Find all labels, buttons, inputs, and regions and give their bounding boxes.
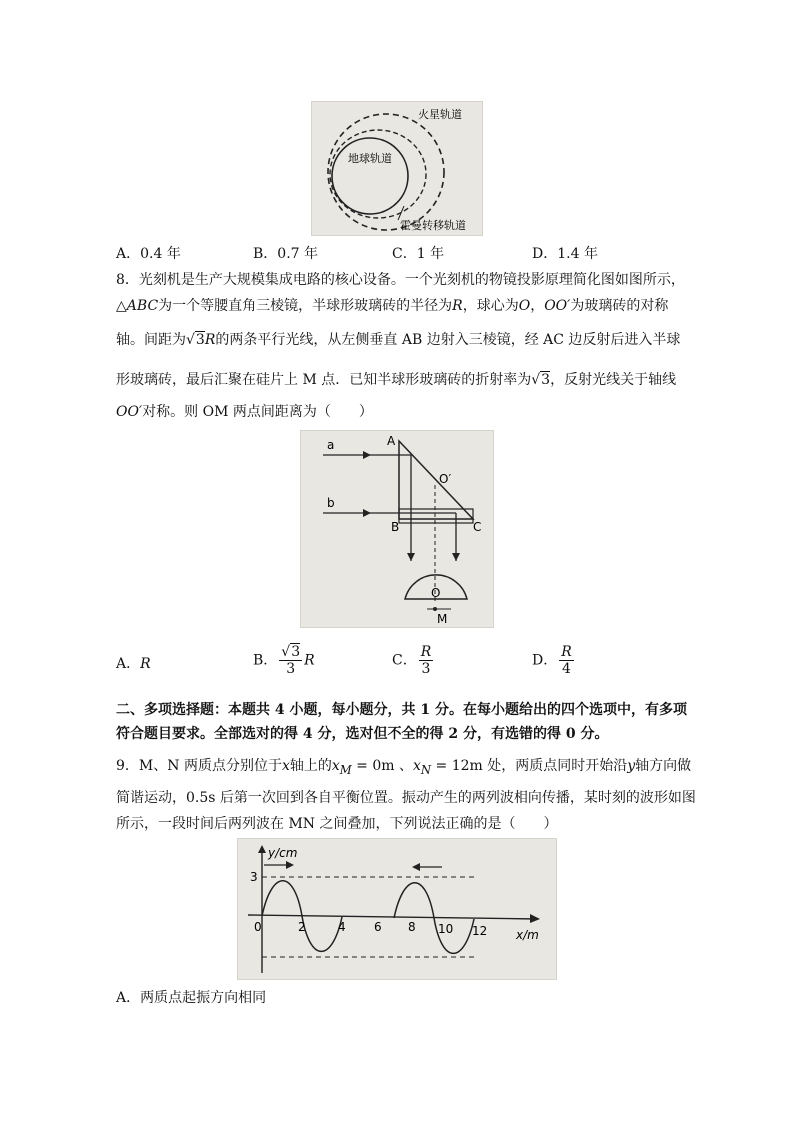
q9-line-1: 9．M、N 两质点分别位于x轴上的$x_M = 0m$ 、$x_N = 12m$ 处，两质点同时开始沿y轴方向做 [116,758,692,777]
q8-line-3: 轴。间距为√3R的两条平行光线，从左侧垂直 AB 边射入三棱镜，经 AC 边反射后进入半球 [116,332,681,348]
wave-figure [237,838,557,980]
q8-option-d[interactable]: D． $\frac{R}{4}$ [532,644,572,677]
q8-line-5: OO′对称。则 OM 两点间距离为（ ） [116,404,373,420]
y-axis-label: y/cm [268,846,298,860]
label-M: M [437,612,448,626]
label-A: A [387,434,396,448]
fraction: $\frac{R}{3}$ [420,644,432,677]
wave-graph [238,839,556,979]
x-tick: 12 [472,924,488,938]
ray-b-arrow [363,509,371,517]
label-b: b [327,496,335,510]
x-tick: 8 [408,920,416,934]
y-tick: 3 [250,870,258,884]
q8-line-2: △ABC为一个等腰直角三棱镜，半球形玻璃砖的半径为R，球心为O，OO′为玻璃砖的对称 [116,298,669,314]
orbit-diagram [312,102,482,235]
fraction: $\frac{√3}{3}$ [281,644,301,677]
label-B: B [391,520,400,534]
section2-line-2: 符合题目要求。全部选对的得 4 分，选对但不全的得 2 分，有选错的得 0 分。 [116,726,609,742]
q8-option-c[interactable]: C． $\frac{R}{3}$ [392,644,432,677]
hohmann-orbit-label: 霍曼转移轨道 [400,219,466,232]
x-tick: 2 [298,920,306,934]
earth-orbit-label: 地球轨道 [348,152,392,165]
q8-line-4: 形玻璃砖，最后汇聚在硅片上 M 点．已知半球形玻璃砖的折射率为√3，反射光线关于轴线 [116,372,677,388]
earth-orbit [332,138,408,214]
section2-line-1: 二、多项选择题：本题共 4 小题，每小题分，共 1 分。在每小题给出的四个选项中，有多项 [116,702,687,718]
q9-line-3: 所示，一段时间后两列波在 MN 之间叠加，下列说法正确的是（ ） [116,816,558,832]
q8-option-a[interactable]: A．R [116,656,151,672]
label-O-prime: O′ [439,472,452,486]
q7-option-c[interactable]: C．1 年 [392,246,445,262]
ray-a-arrow [363,451,371,459]
prism-base [399,509,473,523]
q7-option-d[interactable]: D．1.4 年 [532,246,598,262]
prism-triangle [399,441,473,519]
x-axis-label: x/m [516,928,539,942]
prism-figure [300,430,494,628]
sqrt-symbol: √3 [186,332,205,348]
mars-orbit [328,114,444,230]
label-a: a [327,438,335,452]
orbit-figure [311,101,483,236]
q8-line-1: 8．光刻机是生产大规模集成电路的核心设备。一个光刻机的物镜投影原理简化图如图所示， [116,272,685,288]
q8-option-b[interactable]: B． $\frac{√3}{3}$ R [253,644,315,677]
label-O: O [431,586,441,600]
q9-line-2: 简谐运动，0.5s 后第一次回到各自平衡位置。振动产生的两列波相向传播，某时刻的波形如图 [116,790,696,806]
q9-option-a[interactable]: A．两质点起振方向相同 [116,990,267,1006]
sqrt-symbol: √3 [531,372,551,388]
x-axis [248,915,538,919]
x-tick: 4 [338,920,346,934]
x-tick: 6 [374,920,382,934]
mars-orbit-label: 火星轨道 [418,108,462,121]
x-tick: 0 [254,920,262,934]
x-tick: 10 [438,922,454,936]
q7-option-b[interactable]: B．0.7 年 [253,246,319,262]
prism-diagram [301,431,493,627]
fraction: $\frac{R}{4}$ [561,644,572,677]
label-C: C [473,520,482,534]
q7-option-a[interactable]: A．0.4 年 [116,246,181,262]
